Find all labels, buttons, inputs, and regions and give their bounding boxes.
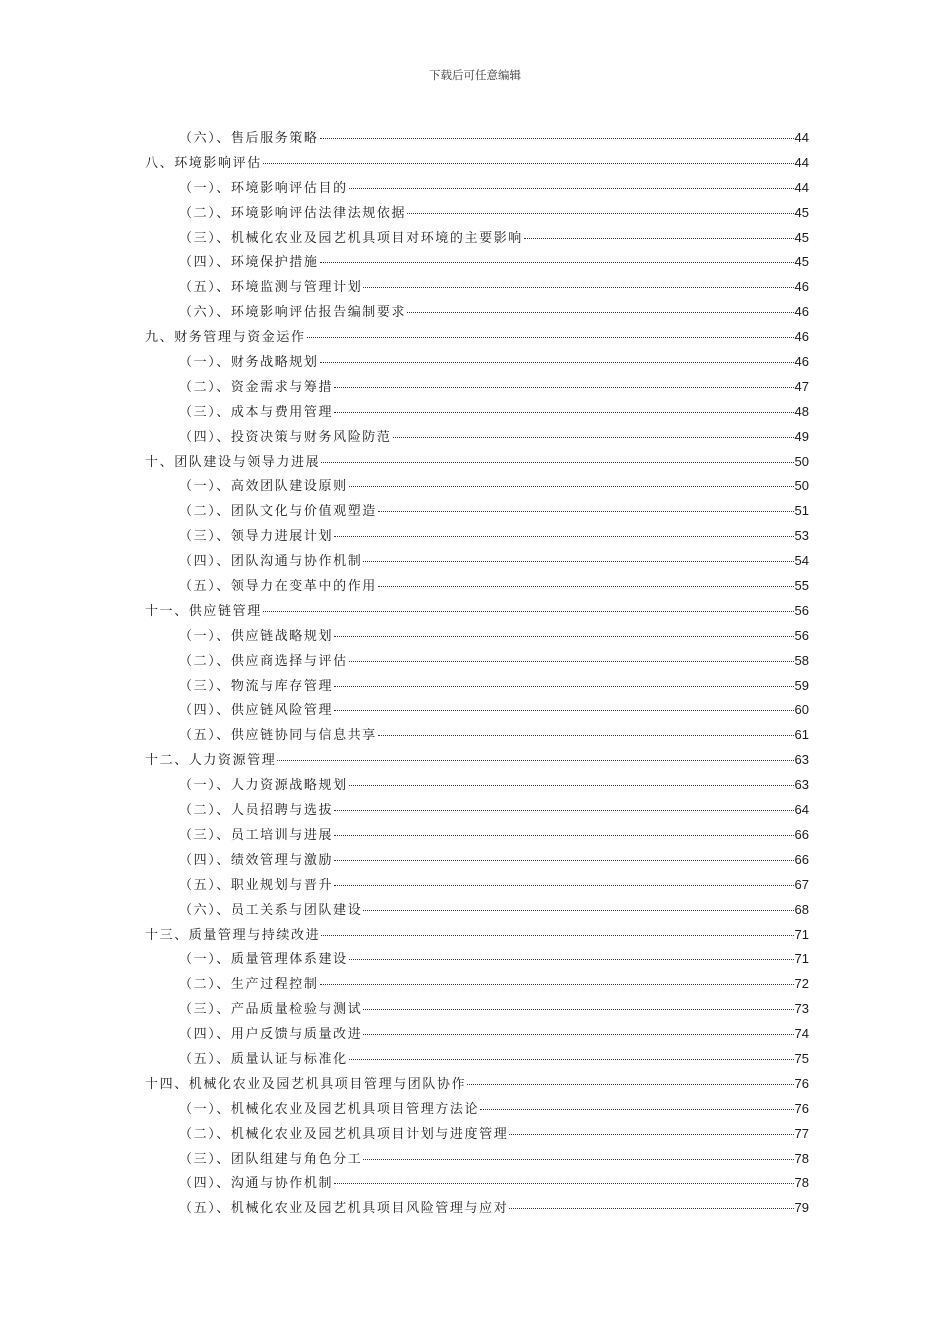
toc-entry-title: （二）、环境影响评估法律法规依据 xyxy=(179,205,407,221)
toc-dot-leader xyxy=(349,486,794,487)
toc-dot-leader xyxy=(334,636,793,637)
toc-entry[interactable] xyxy=(145,126,809,151)
toc-entry-title: （一）、环境影响评估目的 xyxy=(179,180,348,196)
toc-entry-page-number: 46 xyxy=(794,304,809,320)
toc-entry[interactable] xyxy=(145,325,809,350)
toc-entry[interactable] xyxy=(145,1022,809,1047)
toc-entry-page-number: 63 xyxy=(794,752,809,768)
toc-entry-page-number: 78 xyxy=(794,1175,809,1191)
toc-entry[interactable] xyxy=(145,350,809,375)
toc-entry-page-number: 73 xyxy=(794,1001,809,1017)
toc-entry-title: （一）、高效团队建设原则 xyxy=(179,479,348,495)
toc-entry-page-number: 55 xyxy=(794,578,809,594)
toc-entry-title: （三）、员工培训与进展 xyxy=(179,827,334,843)
toc-dot-leader xyxy=(320,138,794,139)
toc-entry-page-number: 44 xyxy=(794,154,809,170)
toc-entry[interactable] xyxy=(145,798,809,823)
toc-dot-leader xyxy=(363,910,793,911)
toc-entry-title: （三）、领导力进展计划 xyxy=(179,529,334,545)
toc-entry-page-number: 50 xyxy=(794,478,809,494)
toc-entry[interactable] xyxy=(145,375,809,400)
toc-entry-page-number: 67 xyxy=(794,876,809,892)
toc-entry-page-number: 45 xyxy=(794,204,809,220)
toc-entry[interactable] xyxy=(145,823,809,848)
toc-entry[interactable] xyxy=(145,848,809,873)
toc-dot-leader xyxy=(480,1109,793,1110)
toc-entry-page-number: 63 xyxy=(794,777,809,793)
toc-entry-page-number: 71 xyxy=(794,926,809,942)
toc-entry-title: （五）、领导力在变革中的作用 xyxy=(179,579,377,595)
toc-entry-title: （五）、质量认证与标准化 xyxy=(179,1051,348,1067)
toc-dot-leader xyxy=(349,188,794,189)
toc-entry-page-number: 45 xyxy=(794,229,809,245)
toc-entry-title: （五）、供应链协同与信息共享 xyxy=(179,728,377,744)
toc-entry-page-number: 75 xyxy=(794,1050,809,1066)
toc-entry[interactable] xyxy=(145,1122,809,1147)
toc-entry-page-number: 54 xyxy=(794,553,809,569)
toc-dot-leader xyxy=(509,1208,793,1209)
toc-entry-page-number: 46 xyxy=(794,329,809,345)
toc-entry-page-number: 76 xyxy=(794,1100,809,1116)
toc-entry-page-number: 48 xyxy=(794,403,809,419)
toc-entry[interactable] xyxy=(145,574,809,599)
toc-entry-title: （一）、质量管理体系建设 xyxy=(179,952,348,968)
toc-entry-page-number: 79 xyxy=(794,1200,809,1216)
toc-entry[interactable] xyxy=(145,450,809,475)
toc-entry[interactable] xyxy=(145,549,809,574)
toc-dot-leader xyxy=(349,959,794,960)
toc-entry-page-number: 77 xyxy=(794,1125,809,1141)
toc-dot-leader xyxy=(263,163,794,164)
toc-entry-title: （四）、供应链风险管理 xyxy=(179,703,334,719)
toc-entry[interactable] xyxy=(145,425,809,450)
toc-dot-leader xyxy=(349,1059,794,1060)
toc-entry-page-number: 72 xyxy=(794,976,809,992)
toc-dot-leader xyxy=(307,337,794,338)
toc-entry[interactable] xyxy=(145,748,809,773)
toc-dot-leader xyxy=(509,1134,793,1135)
toc-entry-page-number: 74 xyxy=(794,1026,809,1042)
header-note: 下载后可任意编辑 xyxy=(429,68,521,82)
toc-entry-title: （五）、职业规划与晋升 xyxy=(179,877,334,893)
toc-entry-page-number: 46 xyxy=(794,279,809,295)
toc-dot-leader xyxy=(334,885,793,886)
toc-entry-title: （四）、绩效管理与激励 xyxy=(179,852,334,868)
toc-dot-leader xyxy=(349,785,794,786)
toc-dot-leader xyxy=(320,262,794,263)
toc-entry-page-number: 47 xyxy=(794,378,809,394)
toc-dot-leader xyxy=(334,387,793,388)
toc-dot-leader xyxy=(334,835,793,836)
toc-dot-leader xyxy=(320,362,794,363)
toc-entry[interactable] xyxy=(145,923,809,948)
toc-entry-title: （二）、生产过程控制 xyxy=(179,977,319,993)
toc-entry-title: （四）、环境保护措施 xyxy=(179,255,319,271)
toc-entry[interactable] xyxy=(145,947,809,972)
toc-dot-leader xyxy=(321,935,793,936)
toc-entry-page-number: 66 xyxy=(794,826,809,842)
toc-dot-leader xyxy=(393,437,794,438)
toc-entry-title: （二）、机械化农业及园艺机具项目计划与进度管理 xyxy=(179,1126,509,1142)
toc-entry-page-number: 66 xyxy=(794,851,809,867)
toc-entry-page-number: 53 xyxy=(794,528,809,544)
toc-entry[interactable] xyxy=(145,698,809,723)
toc-entry[interactable] xyxy=(145,773,809,798)
toc-entry[interactable] xyxy=(145,1047,809,1072)
toc-entry-page-number: 58 xyxy=(794,652,809,668)
toc-entry-title: （三）、团队组建与角色分工 xyxy=(179,1151,363,1167)
toc-entry-page-number: 56 xyxy=(794,627,809,643)
toc-dot-leader xyxy=(334,1183,793,1184)
toc-entry-title: （三）、产品质量检验与测试 xyxy=(179,1002,363,1018)
toc-dot-leader xyxy=(334,536,793,537)
toc-entry-page-number: 71 xyxy=(794,951,809,967)
toc-entry-page-number: 44 xyxy=(794,130,809,145)
toc-entry[interactable] xyxy=(145,524,809,549)
toc-dot-leader xyxy=(263,611,794,612)
toc-entry-page-number: 45 xyxy=(794,254,809,270)
toc-entry[interactable] xyxy=(145,300,809,325)
toc-entry-title: （二）、资金需求与筹措 xyxy=(179,379,334,395)
toc-entry[interactable] xyxy=(145,1097,809,1122)
toc-dot-leader xyxy=(363,1009,793,1010)
toc-dot-leader xyxy=(320,984,794,985)
toc-entry-page-number: 50 xyxy=(794,453,809,469)
toc-dot-leader xyxy=(334,412,793,413)
toc-dot-leader xyxy=(349,661,794,662)
toc-entry-page-number: 59 xyxy=(794,677,809,693)
toc-entry-title: （一）、财务战略规划 xyxy=(179,355,319,371)
toc-entry-title: （五）、环境监测与管理计划 xyxy=(179,280,363,296)
toc-entry[interactable] xyxy=(145,649,809,674)
toc-entry-page-number: 51 xyxy=(794,503,809,519)
toc-entry-title: （四）、投资决策与财务风险防范 xyxy=(179,429,392,445)
toc-dot-leader xyxy=(378,586,794,587)
toc-dot-leader xyxy=(334,860,793,861)
toc-entry[interactable] xyxy=(145,474,809,499)
toc-entry[interactable] xyxy=(145,275,809,300)
toc-entry-title: （二）、人员招聘与选拔 xyxy=(179,803,334,819)
toc-entry-title: （二）、供应商选择与评估 xyxy=(179,653,348,669)
toc-entry-title: （六）、员工关系与团队建设 xyxy=(179,902,363,918)
toc-entry-page-number: 68 xyxy=(794,901,809,917)
toc-dot-leader xyxy=(363,287,793,288)
toc-entry-title: 十、团队建设与领导力进展 xyxy=(145,454,321,470)
toc-entry[interactable] xyxy=(145,250,809,275)
toc-entry-title: （三）、机械化农业及园艺机具项目对环境的主要影响 xyxy=(179,230,523,246)
toc-dot-leader xyxy=(407,312,793,313)
toc-dot-leader xyxy=(334,686,793,687)
toc-entry[interactable] xyxy=(145,674,809,699)
toc-dot-leader xyxy=(363,1159,793,1160)
toc-entry[interactable] xyxy=(145,997,809,1022)
toc-entry[interactable] xyxy=(145,226,809,251)
toc-entry[interactable] xyxy=(145,176,809,201)
toc-entry-page-number: 76 xyxy=(794,1075,809,1091)
toc-dot-leader xyxy=(363,1034,793,1035)
toc-dot-leader xyxy=(378,511,794,512)
toc-entry-title: （四）、团队沟通与协作机制 xyxy=(179,554,363,570)
toc-entry-page-number: 49 xyxy=(794,428,809,444)
toc-entry[interactable] xyxy=(145,151,809,176)
toc-entry-title: 十四、机械化农业及园艺机具项目管理与团队协作 xyxy=(145,1076,467,1092)
toc-entry[interactable] xyxy=(145,599,809,624)
toc-entry-title: （二）、团队文化与价值观塑造 xyxy=(179,504,377,520)
toc-entry-title: 十三、质量管理与持续改进 xyxy=(145,927,321,943)
toc-entry-title: 八、环境影响评估 xyxy=(145,155,262,171)
toc-entry-page-number: 78 xyxy=(794,1150,809,1166)
table-of-contents xyxy=(145,126,809,1221)
toc-entry[interactable] xyxy=(145,624,809,649)
toc-entry[interactable] xyxy=(145,972,809,997)
toc-dot-leader xyxy=(378,735,794,736)
toc-entry-page-number: 60 xyxy=(794,702,809,718)
toc-entry-title: （一）、供应链战略规划 xyxy=(179,628,334,644)
toc-entry-page-number: 56 xyxy=(794,602,809,618)
toc-entry-page-number: 44 xyxy=(794,179,809,195)
toc-entry-title: （一）、机械化农业及园艺机具项目管理方法论 xyxy=(179,1101,480,1117)
toc-entry-title: （四）、沟通与协作机制 xyxy=(179,1176,334,1192)
toc-entry-title: （六）、环境影响评估报告编制要求 xyxy=(179,305,407,321)
toc-entry-title: （六）、售后服务策略 xyxy=(179,131,319,146)
toc-entry-title: 十二、人力资源管理 xyxy=(145,753,277,769)
toc-dot-leader xyxy=(334,810,793,811)
toc-dot-leader xyxy=(524,238,794,239)
toc-entry[interactable] xyxy=(145,1171,809,1196)
toc-dot-leader xyxy=(321,462,793,463)
toc-entry-page-number: 46 xyxy=(794,354,809,370)
toc-entry-title: （四）、用户反馈与质量改进 xyxy=(179,1027,363,1043)
toc-entry-title: （一）、人力资源战略规划 xyxy=(179,778,348,794)
toc-entry[interactable] xyxy=(145,1072,809,1097)
toc-entry[interactable] xyxy=(145,1196,809,1221)
toc-entry-title: 十一、供应链管理 xyxy=(145,603,262,619)
toc-entry[interactable] xyxy=(145,499,809,524)
toc-entry-title: （三）、物流与库存管理 xyxy=(179,678,334,694)
toc-entry-title: 九、财务管理与资金运作 xyxy=(145,330,306,346)
toc-entry-title: （三）、成本与费用管理 xyxy=(179,404,334,420)
toc-dot-leader xyxy=(407,213,793,214)
toc-entry[interactable] xyxy=(145,898,809,923)
toc-entry-page-number: 61 xyxy=(794,727,809,743)
toc-dot-leader xyxy=(334,710,793,711)
toc-entry[interactable] xyxy=(145,723,809,748)
toc-dot-leader xyxy=(277,760,793,761)
toc-dot-leader xyxy=(467,1084,793,1085)
toc-entry[interactable] xyxy=(145,1147,809,1172)
toc-entry[interactable] xyxy=(145,873,809,898)
toc-dot-leader xyxy=(363,561,793,562)
toc-entry-title: （五）、机械化农业及园艺机具项目风险管理与应对 xyxy=(179,1201,509,1217)
toc-entry[interactable] xyxy=(145,400,809,425)
toc-entry[interactable] xyxy=(145,201,809,226)
toc-entry-page-number: 64 xyxy=(794,802,809,818)
